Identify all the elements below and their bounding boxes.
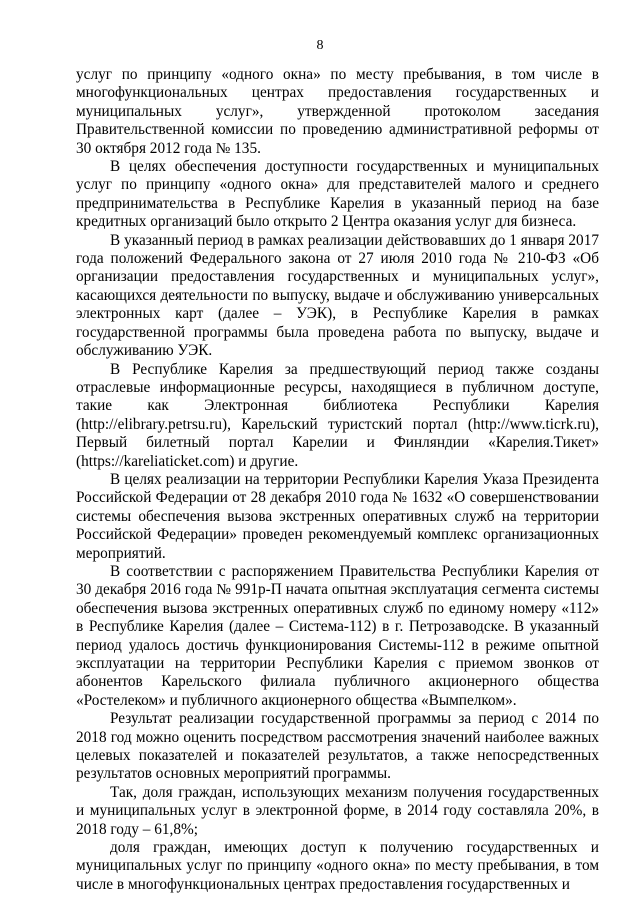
paragraph-program-results: Результат реализации государственной программы за период с 2014 по 2018 год можно оценить посредством рассмотрения значений наиболее важных целевых показателей и показателей результатов, а также непосредственных результатов основных мероприятий программы. [76,710,599,783]
paragraph-uek-cards: В указанный период в рамках реализации действовавших до 1 января 2017 года положений Федерального закона от 27 июля 2010 года № 210-ФЗ «Об организации предоставления государственных и муниципальных услуг», касающихся деятельности по выпуску, выдаче и обслуживанию универсальных электронных карт (далее – УЭК), в Республике Карелия в рамках государственной программы была проведена работа по выпуску, выдаче и обслуживанию УЭК. [76,231,599,360]
paragraph-business-centers: В целях обеспечения доступности государственных и муниципальных услуг по принципу «одного окна» для представителей малого и среднего предпринимательства в Республике Карелия в указанный период на базе кредитных организаций было открыто 2 Центра оказания услуг для бизнеса. [76,158,599,231]
paragraph-emergency-decree: В целях реализации на территории Республики Карелия Указа Президента Российской Федерации от 28 декабря 2010 года № 1632 «О совершенствовании системы обеспечения вызова экстренных оперативных служб на территории Российской Федерации» проведен рекомендуемый комплекс организационных мероприятий. [76,470,599,562]
paragraph-electronic-services-share: Так, доля граждан, использующих механизм получения государственных и муниципальных услуг в электронной форме, в 2014 году составляла 20%, в 2018 году – 61,8%; [76,783,599,838]
paragraph-one-window-share: доля граждан, имеющих доступ к получению государственных и муниципальных услуг по принципу «одного окна» по месту пребывания, в том числе в многофункциональных центрах предоставления государственных и [76,839,599,893]
paragraph-information-resources: В Республике Карелия за предшествующий период также созданы отраслевые информационные ресурсы, находящиеся в публичном доступе, такие как Электронная библиотека Республики Карелия (http://elibrary.petrsu.ru), Карельский туристский портал (http://www.ticrk.ru), Первый билетный портал Карелии и Финляндии «Карелия.Тикет» (https://kareliaticket.com) и другие. [76,360,599,470]
paragraph-system-112: В соответствии с распоряжением Правительства Республики Карелия от 30 декабря 2016 года № 991р-П начата опытная эксплуатация сегмента системы обеспечения вызова экстренных оперативных служб по единому номеру «112» в Республике Карелия (далее – Система-112) в г. Петрозаводске. В указанный период удалось достичь функционирования Системы-112 в режиме опытной эксплуатации на территории Республики Карелия с приемом звонков от абонентов Карельского филиала публичного акционерного общества «Ростелеком» и публичного акционерного общества «Вымпелком». [76,562,599,709]
document-body [76,66,599,894]
paragraph-continuation: услуг по принципу «одного окна» по месту пребывания, в том числе в многофункциональных центрах предоставления государственных и муниципальных услуг», утвержденной протоколом заседания Правительственной комиссии по проведению административной реформы от 30 октября 2012 года № 135. [76,66,599,157]
page-number: 8 [316,38,324,53]
